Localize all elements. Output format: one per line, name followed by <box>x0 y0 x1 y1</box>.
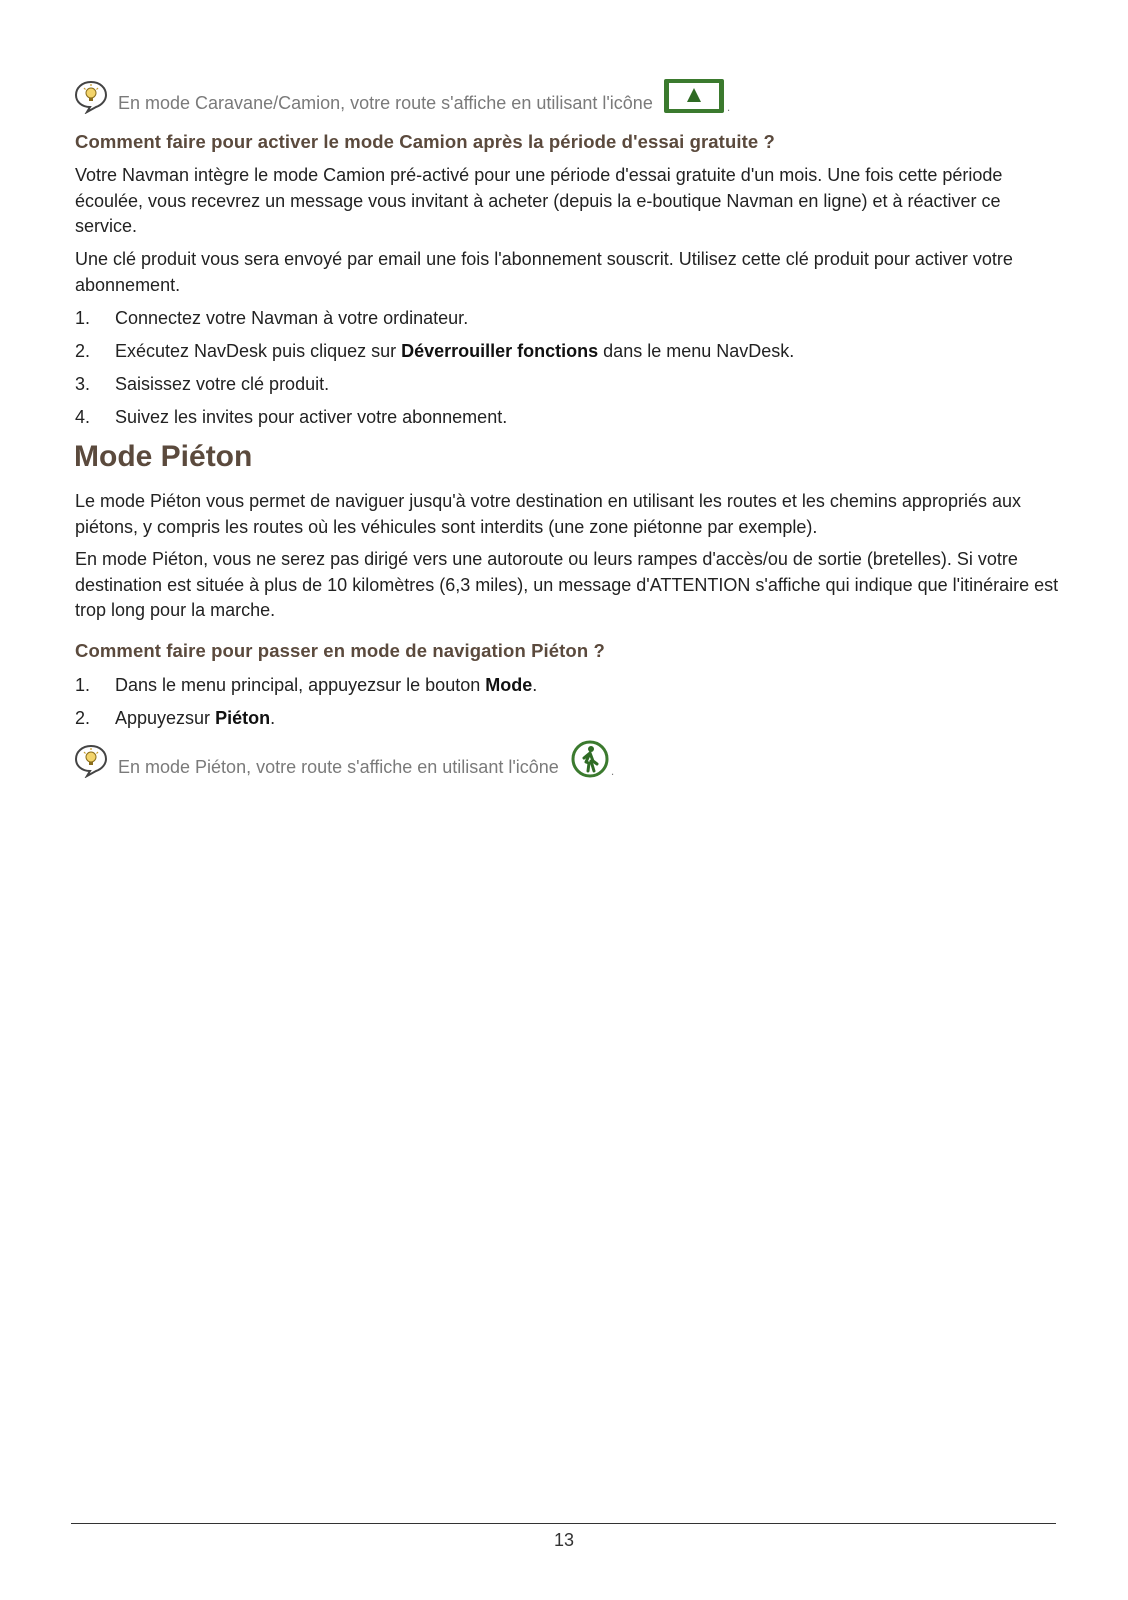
pedestrian-paragraph-2: En mode Piéton, vous ne serez pas dirigé vers une autoroute ou leurs rampes d'accès/ou de sortie (bretelles). Si votre destination est située à plus de 10 kilomètres (6,3 miles), un message d'ATTENTION s'affiche qui indique que l'itinéraire est trop long pour la marche. <box>75 549 1059 620</box>
tip-dot: . <box>726 100 731 114</box>
lightbulb-speech-icon <box>74 80 108 114</box>
pedestrian-paragraph-1: Le mode Piéton vous permet de naviguer jusqu'à votre destination en utilisant les routes et les chemins appropriés aux piétons, y compris les routes où les véhicules sont interdits (une zone piétonne par exemple). <box>75 491 1021 537</box>
truck-step-4: 4. Suivez les invites pour activer votre abonnement. <box>75 407 508 427</box>
tip-text: En mode Piéton, votre route s'affiche en utilisant l'icône <box>118 757 559 777</box>
pedestrian-icon <box>571 740 609 778</box>
pedestrian-step-2: 2. Appuyezsur Piéton. <box>75 708 276 728</box>
truck-paragraph-1: Votre Navman intègre le mode Camion pré-activé pour une période d'essai gratuite d'un mois. Une fois cette période écoulée, vous recevrez un message vous invitant à acheter (depuis la e-boutique Navman en ligne) et à réactiver ce service. <box>75 165 1003 236</box>
truck-step-1: 1. Connectez votre Navman à votre ordinateur. <box>75 308 469 328</box>
tip-caravane <box>74 78 730 114</box>
page-number: 13 <box>553 1530 575 1550</box>
tip-pieton <box>74 740 614 778</box>
pedestrian-mode-heading: Comment faire pour passer en mode de navigation Piéton ? <box>75 640 605 661</box>
tip-text: En mode Caravane/Camion, votre route s'affiche en utilisant l'icône <box>118 93 653 113</box>
footer-rule <box>71 1523 1056 1524</box>
pedestrian-step-1: 1. Dans le menu principal, appuyezsur le bouton Mode. <box>75 675 538 695</box>
truck-paragraph-2: Une clé produit vous sera envoyé par email une fois l'abonnement souscrit. Utilisez cette clé produit pour activer votre abonnement. <box>75 249 1013 295</box>
truck-route-arrow-icon <box>663 78 725 114</box>
truck-mode-heading: Comment faire pour activer le mode Camion après la période d'essai gratuite ? <box>75 131 775 152</box>
truck-step-2: 2. Exécutez NavDesk puis cliquez sur Déverrouiller fonctions dans le menu NavDesk. <box>75 341 795 361</box>
lightbulb-speech-icon <box>74 744 108 778</box>
pedestrian-mode-title: Mode Piéton <box>74 440 253 473</box>
truck-step-3: 3. Saisissez votre clé produit. <box>75 374 330 394</box>
tip-dot: . <box>610 764 615 778</box>
